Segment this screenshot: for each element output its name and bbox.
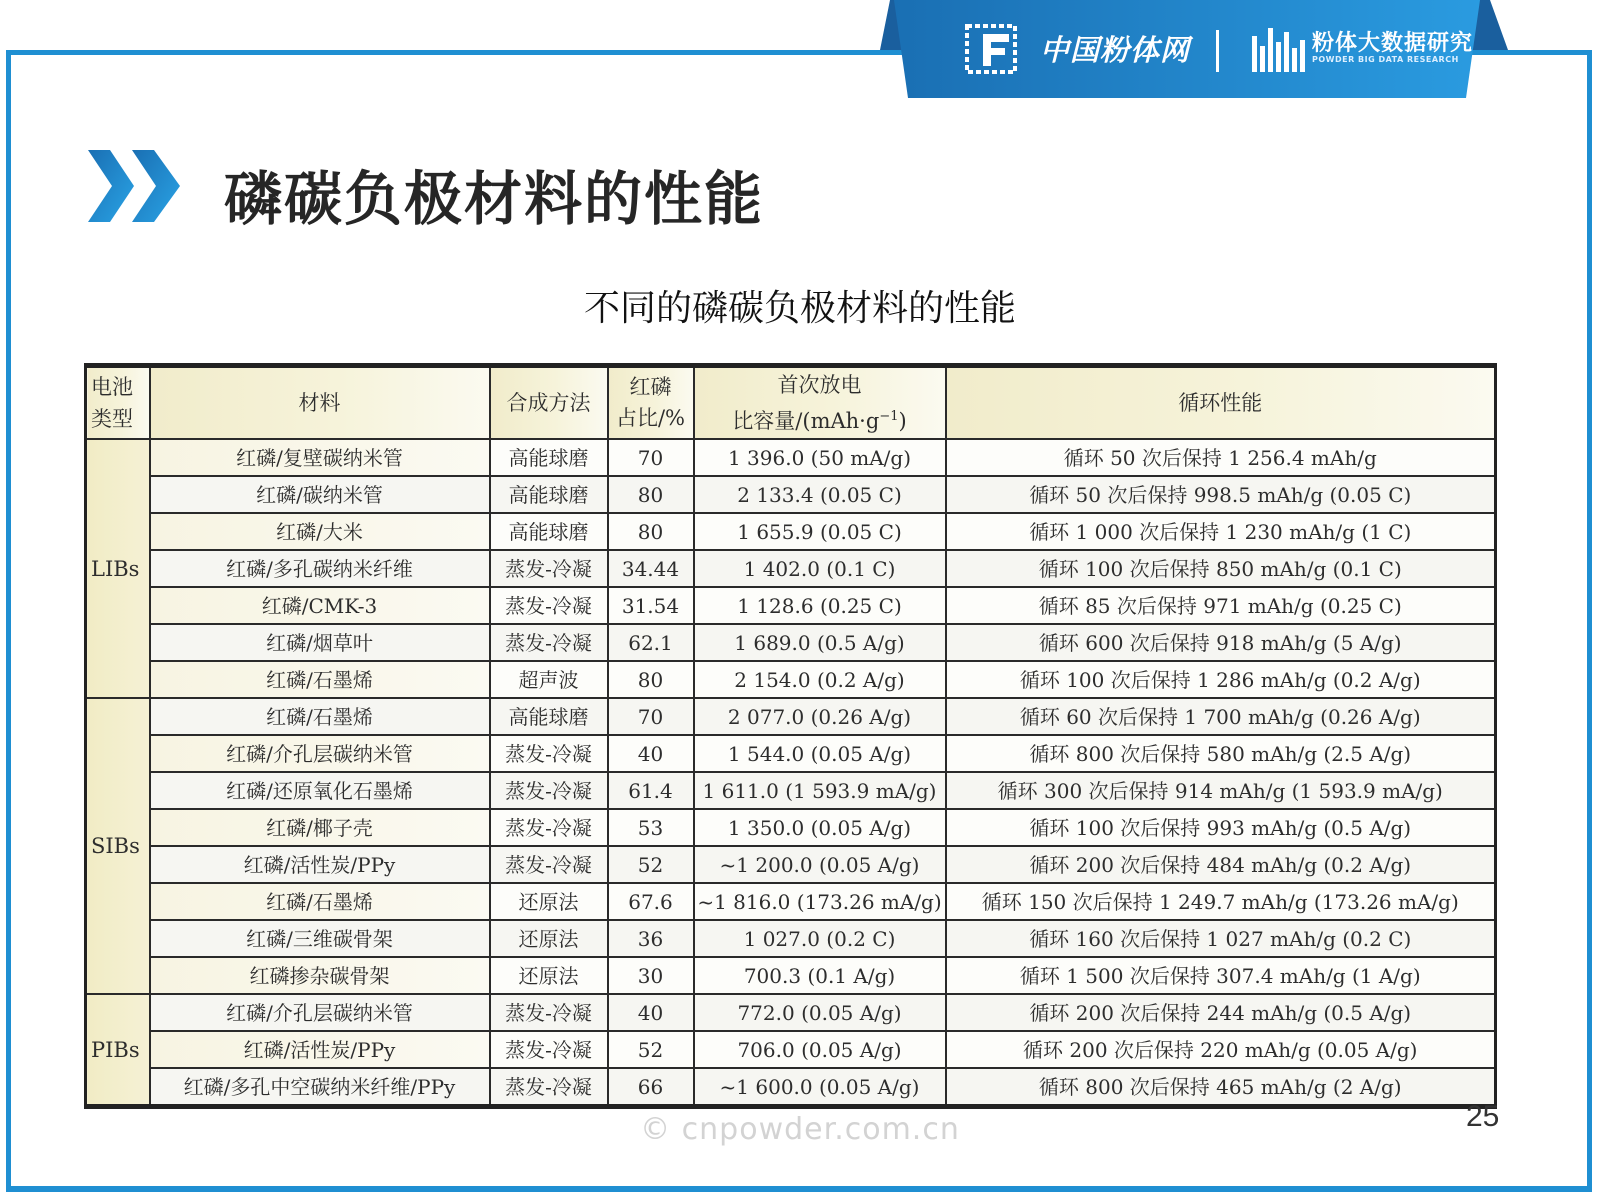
ratio-cell: 40 xyxy=(608,735,694,772)
header-capacity-line2: 比容量/(mAh·g xyxy=(732,408,880,433)
table-row xyxy=(86,846,1496,883)
cnpowder-logo-icon xyxy=(965,24,1031,76)
material-cell: 红磷/碳纳米管 xyxy=(150,476,490,513)
method-cell: 蒸发-冷凝 xyxy=(490,1068,608,1107)
ratio-cell: 53 xyxy=(608,809,694,846)
capacity-cell: 1 128.6 (0.25 C) xyxy=(694,587,946,624)
capacity-cell: ~1 200.0 (0.05 A/g) xyxy=(694,846,946,883)
table-header-row xyxy=(86,366,1496,440)
cycle-cell: 循环 1 500 次后保持 307.4 mAh/g (1 A/g) xyxy=(946,957,1496,994)
material-cell: 红磷/石墨烯 xyxy=(150,661,490,698)
method-cell: 高能球磨 xyxy=(490,439,608,476)
cycle-cell: 循环 160 次后保持 1 027 mAh/g (0.2 C) xyxy=(946,920,1496,957)
header-type-line1: 电池 xyxy=(91,375,133,399)
capacity-cell: 1 396.0 (50 mA/g) xyxy=(694,439,946,476)
method-cell: 蒸发-冷凝 xyxy=(490,846,608,883)
capacity-cell: 1 350.0 (0.05 A/g) xyxy=(694,809,946,846)
cycle-cell: 循环 50 次后保持 1 256.4 mAh/g xyxy=(946,439,1496,476)
performance-table xyxy=(84,363,1497,1109)
method-cell: 蒸发-冷凝 xyxy=(490,735,608,772)
capacity-cell: 1 689.0 (0.5 A/g) xyxy=(694,624,946,661)
header-capacity xyxy=(694,366,946,440)
table-row xyxy=(86,550,1496,587)
method-cell: 高能球磨 xyxy=(490,513,608,550)
table-row xyxy=(86,624,1496,661)
cycle-cell: 循环 1 000 次后保持 1 230 mAh/g (1 C) xyxy=(946,513,1496,550)
capacity-cell: 1 402.0 (0.1 C) xyxy=(694,550,946,587)
ratio-cell: 34.44 xyxy=(608,550,694,587)
material-cell: 红磷/介孔层碳纳米管 xyxy=(150,994,490,1031)
cycle-cell: 循环 300 次后保持 914 mAh/g (1 593.9 mA/g) xyxy=(946,772,1496,809)
battery-type-cell: SIBs xyxy=(86,698,150,994)
cycle-cell: 循环 200 次后保持 484 mAh/g (0.2 A/g) xyxy=(946,846,1496,883)
capacity-cell: 1 655.9 (0.05 C) xyxy=(694,513,946,550)
header-capacity-sup: −1 xyxy=(879,408,899,424)
header-ratio-line1: 红磷 xyxy=(629,375,672,399)
cycle-cell: 循环 600 次后保持 918 mAh/g (5 A/g) xyxy=(946,624,1496,661)
table-row xyxy=(86,439,1496,476)
header-ratio xyxy=(608,366,694,440)
material-cell: 红磷/CMK-3 xyxy=(150,587,490,624)
cycle-cell: 循环 60 次后保持 1 700 mAh/g (0.26 A/g) xyxy=(946,698,1496,735)
capacity-cell: ~1 816.0 (173.26 mA/g) xyxy=(694,883,946,920)
method-cell: 蒸发-冷凝 xyxy=(490,550,608,587)
watermark: © cnpowder.com.cn xyxy=(640,1112,960,1147)
material-cell: 红磷/多孔碳纳米纤维 xyxy=(150,550,490,587)
capacity-cell: ~1 600.0 (0.05 A/g) xyxy=(694,1068,946,1107)
header-method: 合成方法 xyxy=(490,366,608,440)
ratio-cell: 40 xyxy=(608,994,694,1031)
ratio-cell: 70 xyxy=(608,698,694,735)
capacity-cell: 1 544.0 (0.05 A/g) xyxy=(694,735,946,772)
cycle-cell: 循环 100 次后保持 993 mAh/g (0.5 A/g) xyxy=(946,809,1496,846)
page-number: 25 xyxy=(1466,1100,1500,1133)
ratio-cell: 52 xyxy=(608,846,694,883)
header-material: 材料 xyxy=(150,366,490,440)
header-capacity-line1: 首次放电 xyxy=(777,372,862,397)
material-cell: 红磷/还原氧化石墨烯 xyxy=(150,772,490,809)
cycle-cell: 循环 800 次后保持 465 mAh/g (2 A/g) xyxy=(946,1068,1496,1107)
table-row xyxy=(86,1068,1496,1107)
method-cell: 还原法 xyxy=(490,957,608,994)
material-cell: 红磷/多孔中空碳纳米纤维/PPy xyxy=(150,1068,490,1107)
ratio-cell: 70 xyxy=(608,439,694,476)
cycle-cell: 循环 100 次后保持 850 mAh/g (0.1 C) xyxy=(946,550,1496,587)
method-cell: 高能球磨 xyxy=(490,476,608,513)
capacity-cell: 1 611.0 (1 593.9 mA/g) xyxy=(694,772,946,809)
cycle-cell: 循环 800 次后保持 580 mAh/g (2.5 A/g) xyxy=(946,735,1496,772)
table-row xyxy=(86,883,1496,920)
material-cell: 红磷/烟草叶 xyxy=(150,624,490,661)
capacity-cell: 700.3 (0.1 A/g) xyxy=(694,957,946,994)
method-cell: 蒸发-冷凝 xyxy=(490,809,608,846)
material-cell: 红磷掺杂碳骨架 xyxy=(150,957,490,994)
material-cell: 红磷/椰子壳 xyxy=(150,809,490,846)
header-ratio-line2: 占比/% xyxy=(615,406,686,430)
material-cell: 红磷/石墨烯 xyxy=(150,883,490,920)
table-row xyxy=(86,1031,1496,1068)
cycle-cell: 循环 200 次后保持 220 mAh/g (0.05 A/g) xyxy=(946,1031,1496,1068)
header-type-line2: 类型 xyxy=(91,407,133,431)
capacity-cell: 706.0 (0.05 A/g) xyxy=(694,1031,946,1068)
table-row xyxy=(86,994,1496,1031)
table-row xyxy=(86,476,1496,513)
table-row xyxy=(86,957,1496,994)
table-row xyxy=(86,661,1496,698)
ratio-cell: 30 xyxy=(608,957,694,994)
table-row xyxy=(86,735,1496,772)
material-cell: 红磷/石墨烯 xyxy=(150,698,490,735)
material-cell: 红磷/介孔层碳纳米管 xyxy=(150,735,490,772)
ratio-cell: 52 xyxy=(608,1031,694,1068)
material-cell: 红磷/复壁碳纳米管 xyxy=(150,439,490,476)
cycle-cell: 循环 100 次后保持 1 286 mAh/g (0.2 A/g) xyxy=(946,661,1496,698)
table-row xyxy=(86,772,1496,809)
table-row xyxy=(86,920,1496,957)
ratio-cell: 36 xyxy=(608,920,694,957)
method-cell: 蒸发-冷凝 xyxy=(490,772,608,809)
method-cell: 蒸发-冷凝 xyxy=(490,624,608,661)
capacity-cell: 2 154.0 (0.2 A/g) xyxy=(694,661,946,698)
ratio-cell: 80 xyxy=(608,661,694,698)
method-cell: 超声波 xyxy=(490,661,608,698)
header-capacity-close: ) xyxy=(898,408,907,433)
ratio-cell: 80 xyxy=(608,476,694,513)
ratio-cell: 62.1 xyxy=(608,624,694,661)
method-cell: 蒸发-冷凝 xyxy=(490,994,608,1031)
page-title: 磷碳负极材料的性能 xyxy=(224,165,765,233)
table-row xyxy=(86,698,1496,735)
cycle-cell: 循环 50 次后保持 998.5 mAh/g (0.05 C) xyxy=(946,476,1496,513)
ratio-cell: 61.4 xyxy=(608,772,694,809)
cycle-cell: 循环 200 次后保持 244 mAh/g (0.5 A/g) xyxy=(946,994,1496,1031)
method-cell: 高能球磨 xyxy=(490,698,608,735)
ratio-cell: 67.6 xyxy=(608,883,694,920)
capacity-cell: 2 133.4 (0.05 C) xyxy=(694,476,946,513)
brand-secondary: 粉体大数据研究 xyxy=(1312,31,1474,56)
material-cell: 红磷/活性炭/PPy xyxy=(150,1031,490,1068)
brand-divider xyxy=(1216,30,1219,72)
brand-secondary-en: POWDER BIG DATA RESEARCH xyxy=(1312,55,1459,64)
battery-type-cell: LIBs xyxy=(86,439,150,698)
cycle-cell: 循环 150 次后保持 1 249.7 mAh/g (173.26 mA/g) xyxy=(946,883,1496,920)
material-cell: 红磷/大米 xyxy=(150,513,490,550)
table-row xyxy=(86,809,1496,846)
material-cell: 红磷/三维碳骨架 xyxy=(150,920,490,957)
brand-primary: 中国粉体网 xyxy=(1040,33,1191,67)
table-caption: 不同的磷碳负极材料的性能 xyxy=(583,288,1016,329)
table-row xyxy=(86,513,1496,550)
method-cell: 还原法 xyxy=(490,920,608,957)
capacity-cell: 1 027.0 (0.2 C) xyxy=(694,920,946,957)
method-cell: 蒸发-冷凝 xyxy=(490,1031,608,1068)
table-row xyxy=(86,587,1496,624)
header-cycle: 循环性能 xyxy=(946,366,1496,440)
capacity-cell: 772.0 (0.05 A/g) xyxy=(694,994,946,1031)
method-cell: 蒸发-冷凝 xyxy=(490,587,608,624)
table-body xyxy=(86,439,1496,1107)
material-cell: 红磷/活性炭/PPy xyxy=(150,846,490,883)
capacity-cell: 2 077.0 (0.26 A/g) xyxy=(694,698,946,735)
battery-type-cell: PIBs xyxy=(86,994,150,1107)
data-research-logo-icon xyxy=(1250,22,1306,76)
method-cell: 还原法 xyxy=(490,883,608,920)
cycle-cell: 循环 85 次后保持 971 mAh/g (0.25 C) xyxy=(946,587,1496,624)
header-battery-type xyxy=(86,366,150,440)
ratio-cell: 80 xyxy=(608,513,694,550)
double-chevron-icon xyxy=(88,150,182,222)
ratio-cell: 31.54 xyxy=(608,587,694,624)
ratio-cell: 66 xyxy=(608,1068,694,1107)
